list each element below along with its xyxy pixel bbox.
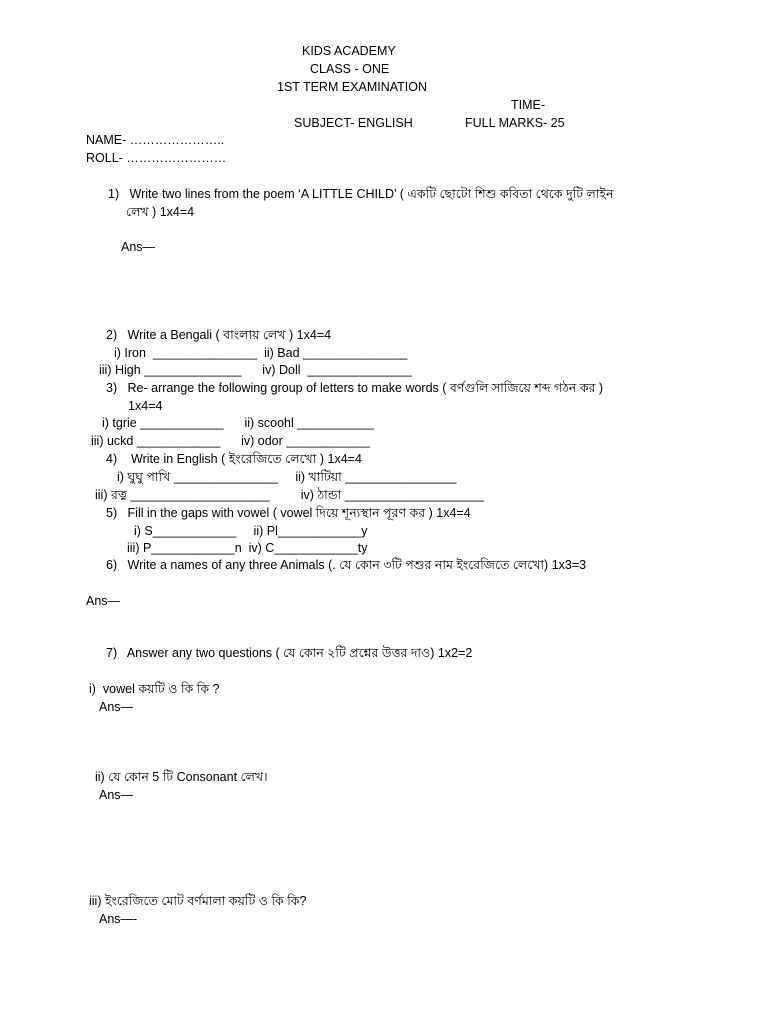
subject-label: SUBJECT- ENGLISH xyxy=(294,116,413,130)
q7-sub1-answer-label: Ans— xyxy=(99,700,134,714)
q2-title: 2) Write a Bengali ( বাংলায় লেখ ) 1x4=4 xyxy=(106,328,332,342)
q3-row1: i) tgrie ____________ ii) scoohl ___________ xyxy=(102,416,374,430)
roll-field: ROLL- …………………… xyxy=(86,151,227,165)
q6-answer-label: Ans— xyxy=(86,594,121,608)
name-field: NAME- ………………….. xyxy=(86,133,225,147)
q5-row2: iii) P____________n iv) C____________ty xyxy=(127,541,368,555)
q2-row1: i) Iron _______________ ii) Bad _______________ xyxy=(114,346,408,360)
q7-title: 7) Answer any two questions ( যে কোন ২টি প্রশ্নের উত্তর দাও) 1x2=2 xyxy=(106,646,473,660)
exam-title: 1ST TERM EXAMINATION xyxy=(277,80,428,94)
q7-sub3: iii) ইংরেজিতে মোট বর্ণমালা কয়টি ও কি কি? xyxy=(89,894,307,908)
q7-sub2-answer-label: Ans— xyxy=(99,788,134,802)
school-name: KIDS ACADEMY xyxy=(302,44,396,58)
q5-title: 5) Fill in the gaps with vowel ( vowel দিয়ে শূন্যস্থান পূরণ কর ) 1x4=4 xyxy=(106,506,471,520)
full-marks-label: FULL MARKS- 25 xyxy=(465,116,565,130)
q2-row2: iii) High ______________ iv) Doll _______________ xyxy=(99,363,412,377)
q6-title: 6) Write a names of any three Animals (. যে কোন ৩টি পশুর নাম ইংরেজিতে লেখো) 1x3=3 xyxy=(106,558,587,572)
q4-row2: iii) রত্ন ____________________ iv) ঠান্ডা ____________________ xyxy=(95,488,484,502)
q3-row2: iii) uckd ____________ iv) odor ____________ xyxy=(91,434,370,448)
q7-sub2: ii) যে কোন 5 টি Consonant লেখ। xyxy=(95,770,268,784)
q3-title: 3) Re- arrange the following group of letters to make words ( বর্ণগুলি সাজিয়ে শব্দ গঠন কর ) xyxy=(106,381,604,395)
class-name: CLASS - ONE xyxy=(310,62,390,76)
q7-sub1: i) vowel কয়টি ও কি কি ? xyxy=(89,682,220,696)
q1-text-line1: 1) Write two lines from the poem ‘A LITTLE CHILD’ ( একটি ছোটো শিশু কবিতা থেকে দুটি লাইন xyxy=(108,187,614,201)
q5-row1: i) S____________ ii) Pl____________y xyxy=(134,524,368,538)
q4-title: 4) Write in English ( ইংরেজিতে লেখো ) 1x4=4 xyxy=(106,452,362,466)
q1-text-line2: লেখ ) 1x4=4 xyxy=(126,205,195,219)
q3-marks: 1x4=4 xyxy=(128,399,163,413)
q4-row1: i) ঘুঘু পাখি _______________ ii) খাটিয়া ________________ xyxy=(117,470,457,484)
time-label: TIME- xyxy=(511,98,546,112)
q1-answer-label: Ans— xyxy=(121,240,156,254)
q7-sub3-answer-label: Ans—- xyxy=(99,912,138,926)
